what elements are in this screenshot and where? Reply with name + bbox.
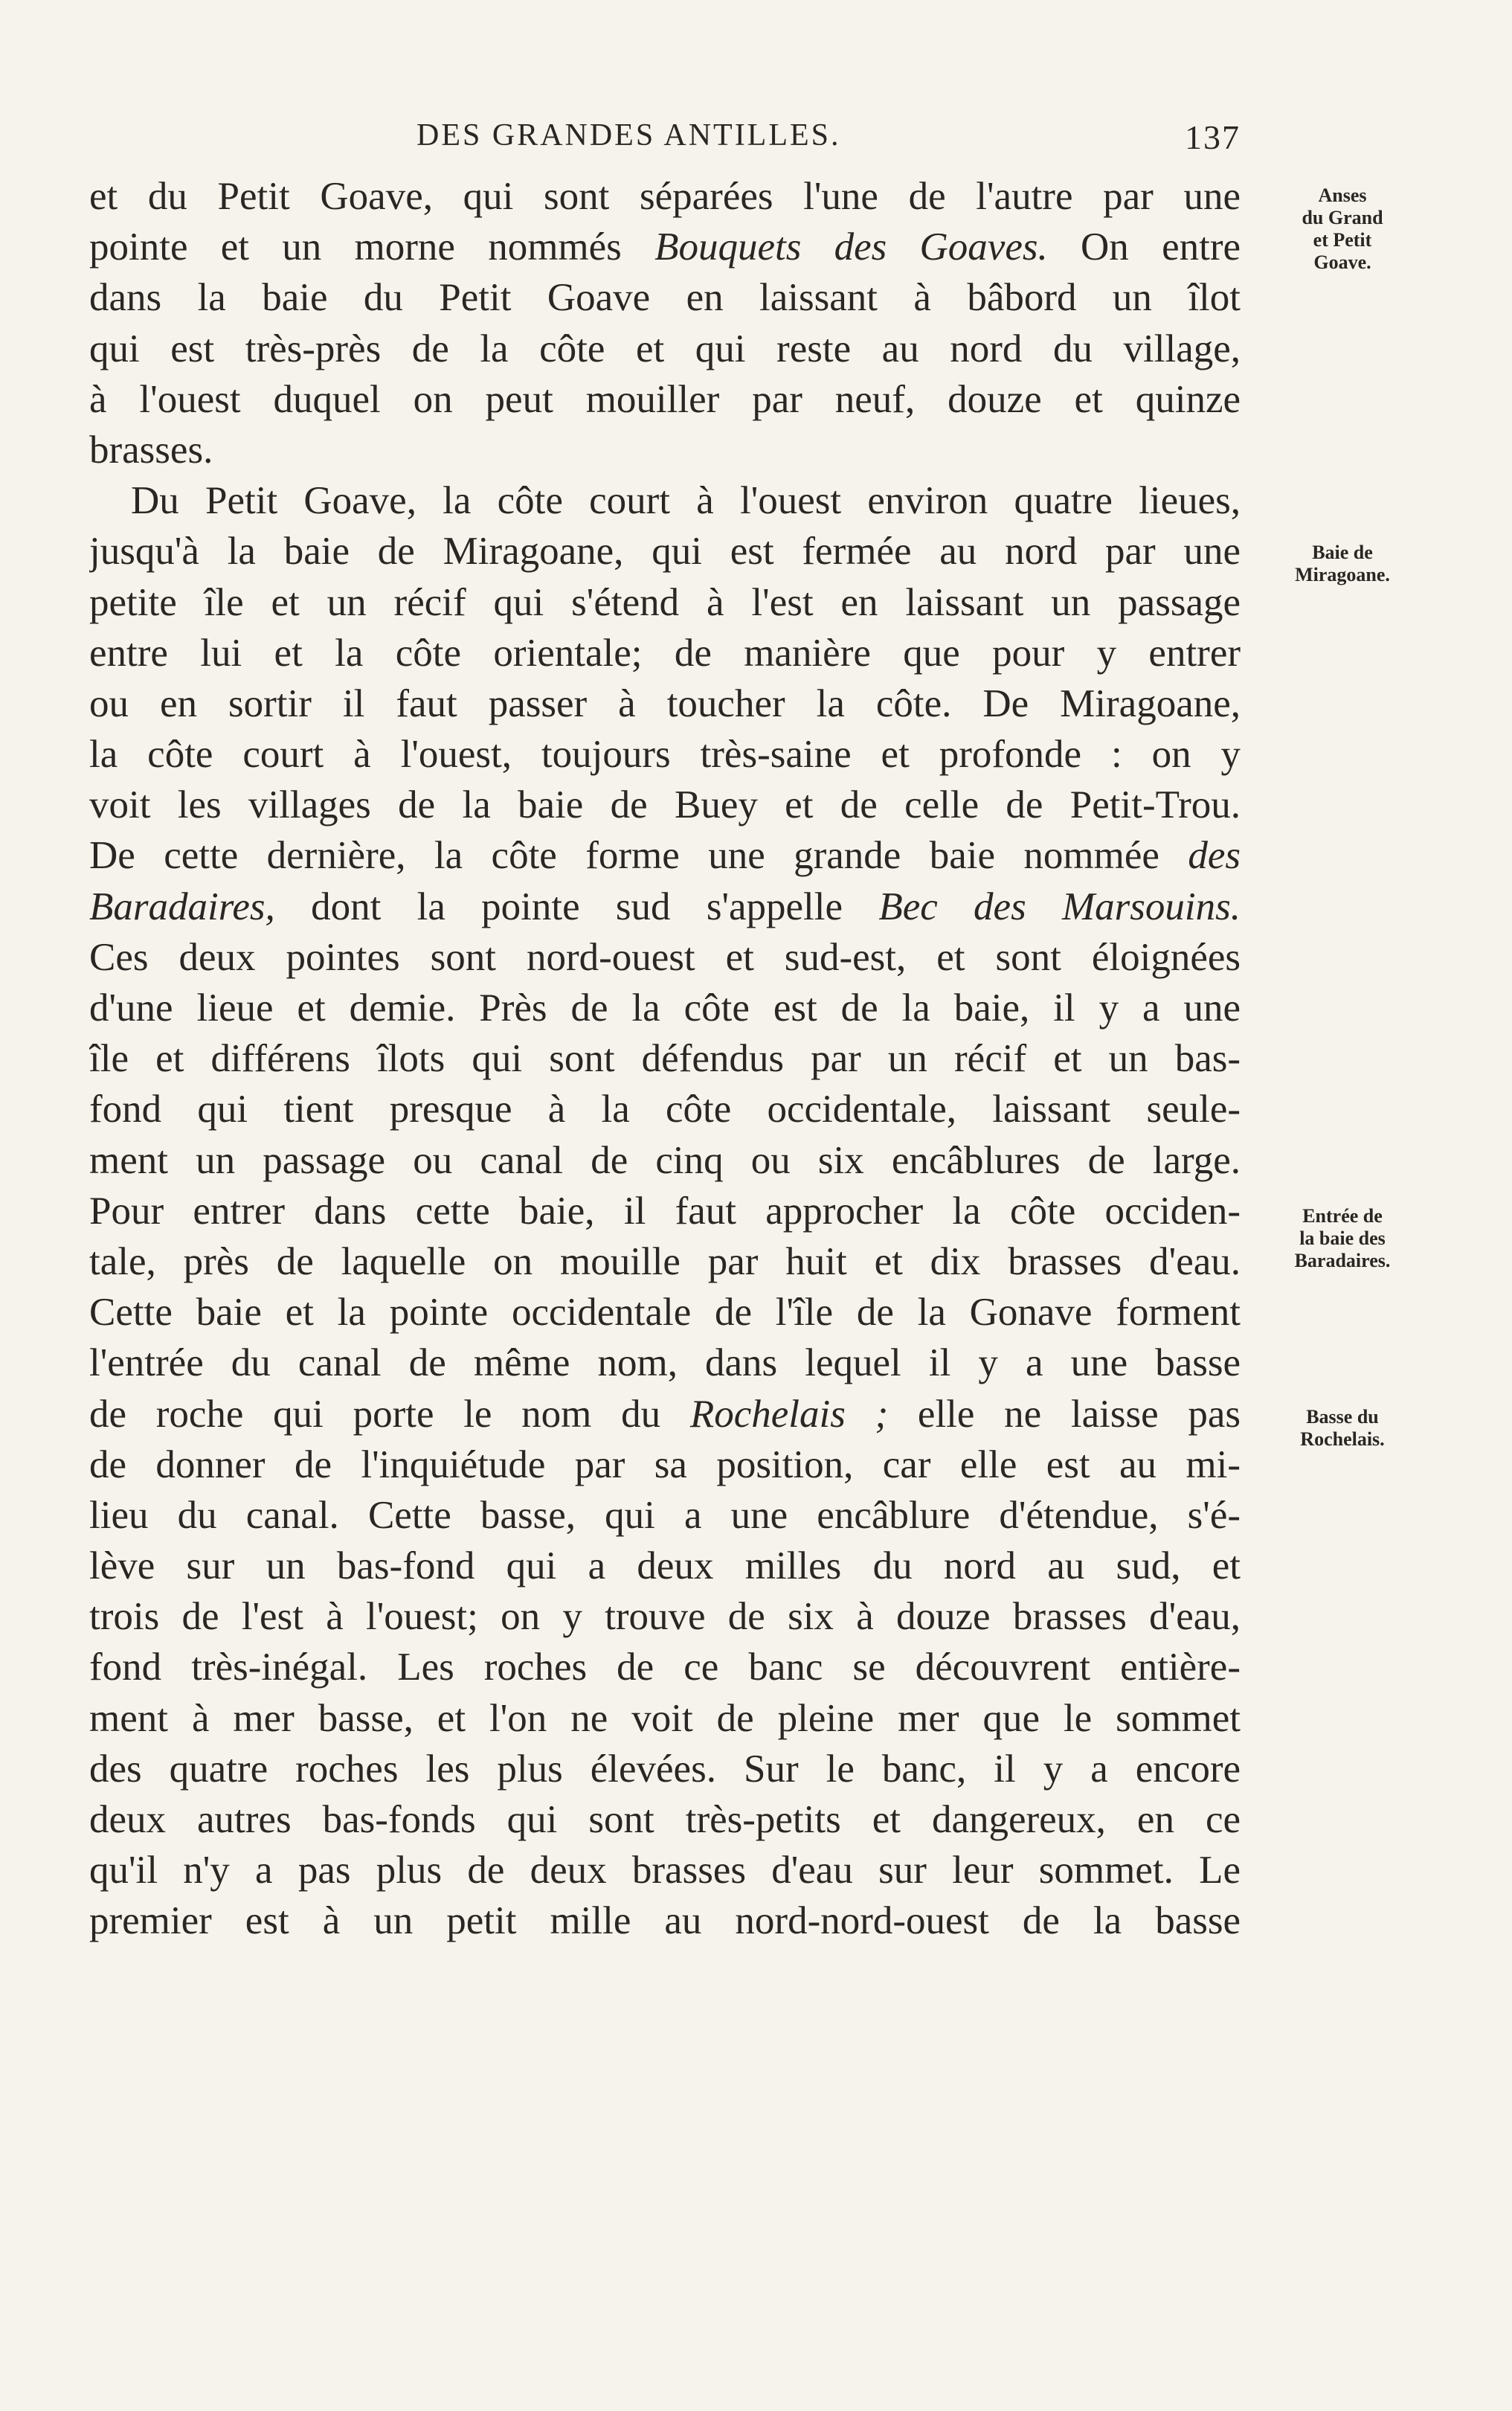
- text-line: fond très-inégal. Les roches de ce banc se découvrent entière-: [89, 1646, 1241, 1689]
- text-line: Pour entrer dans cette baie, il faut approcher la côte occiden-: [89, 1189, 1241, 1233]
- text-line: ment un passage ou canal de cinq ou six encâblures de large.: [89, 1138, 1241, 1182]
- text-line: île et différens îlots qui sont défendus par un récif et un bas-: [89, 1037, 1241, 1081]
- text-line: dans la baie du Petit Goave en laissant à bâbord un îlot: [89, 276, 1241, 320]
- text-line: pointe et un morne nommés Bouquets des Goaves. On entre: [89, 225, 1241, 269]
- text-line: Du Petit Goave, la côte court à l'ouest environ quatre lieues,: [131, 479, 1241, 523]
- page-header: [89, 112, 1241, 164]
- text-line: ou en sortir il faut passer à toucher la côte. De Miragoane,: [89, 681, 1241, 725]
- text-line: Cette baie et la pointe occidentale de l'île de la Gonave forment: [89, 1291, 1241, 1335]
- text-line: lieu du canal. Cette basse, qui a une encâblure d'étendue, s'é-: [89, 1493, 1241, 1537]
- text-line: deux autres bas-fonds qui sont très-petits et dangereux, en ce: [89, 1798, 1241, 1841]
- text-line: d'une lieue et demie. Près de la côte est de la baie, il y a une: [89, 986, 1241, 1030]
- margin-note-baradaires: Entrée de la baie des Baradaires.: [1294, 1205, 1391, 1271]
- place-name: Baradaires,: [89, 885, 275, 928]
- place-name: Bec des Marsouins.: [878, 885, 1241, 928]
- text-line: à l'ouest duquel on peut mouiller par neuf, douze et quinze: [89, 377, 1241, 421]
- text-line: jusqu'à la baie de Miragoane, qui est fermée au nord par une: [89, 530, 1241, 574]
- text-line: qu'il n'y a pas plus de deux brasses d'eau sur leur sommet. Le: [89, 1849, 1241, 1892]
- text-line: de donner de l'inquiétude par sa position, car elle est au mi-: [89, 1442, 1241, 1486]
- text-line: lève sur un bas-fond qui a deux milles du nord au sud, et: [89, 1544, 1241, 1588]
- text-line: fond qui tient presque à la côte occidentale, laissant seule-: [89, 1088, 1241, 1131]
- text-line: trois de l'est à l'ouest; on y trouve de six à douze brasses d'eau,: [89, 1595, 1241, 1639]
- text-line: tale, près de laquelle on mouille par huit et dix brasses d'eau.: [89, 1239, 1241, 1283]
- text-line: Baradaires, dont la pointe sud s'appelle Bec des Marsouins.: [89, 885, 1241, 928]
- text-line: l'entrée du canal de même nom, dans lequel il y a une basse: [89, 1341, 1241, 1385]
- text-line: brasses.: [89, 428, 213, 472]
- place-name: des: [1188, 834, 1241, 878]
- text-line: voit les villages de la baie de Buey et de celle de Petit-Trou.: [89, 783, 1241, 827]
- text-line: entre lui et la côte orientale; de manière que pour y entrer: [89, 631, 1241, 675]
- margin-note-anses: Anses du Grand et Petit Goave.: [1302, 184, 1383, 273]
- text-line: petite île et un récif qui s'étend à l'est en laissant un passage: [89, 580, 1241, 624]
- body-text: [89, 171, 1241, 1947]
- text-line: premier est à un petit mille au nord-nord-ouest de la basse: [89, 1899, 1241, 1943]
- text-line: De cette dernière, la côte forme une grande baie nommée des: [89, 834, 1241, 878]
- text-line: des quatre roches les plus élevées. Sur le banc, il y a encore: [89, 1747, 1241, 1791]
- text-line: et du Petit Goave, qui sont séparées l'une de l'autre par une: [89, 175, 1241, 218]
- margin-note-miragoane: Baie de Miragoane.: [1295, 542, 1390, 585]
- page-number: 137: [1185, 118, 1241, 156]
- margin-note-rochelais: Basse du Rochelais.: [1300, 1406, 1385, 1450]
- text-line: ment à mer basse, et l'on ne voit de pleine mer que le sommet: [89, 1696, 1241, 1740]
- place-name: Bouquets des Goaves.: [654, 225, 1048, 269]
- text-line: qui est très-près de la côte et qui reste au nord du village,: [89, 327, 1241, 370]
- text-line: de roche qui porte le nom du Rochelais ; elle ne laisse pas: [89, 1392, 1241, 1436]
- place-name: Rochelais ;: [689, 1392, 889, 1436]
- text-line: Ces deux pointes sont nord-ouest et sud-est, et sont éloignées: [89, 935, 1241, 979]
- running-head: DES GRANDES ANTILLES.: [416, 118, 841, 153]
- text-line: la côte court à l'ouest, toujours très-saine et profonde : on y: [89, 733, 1241, 777]
